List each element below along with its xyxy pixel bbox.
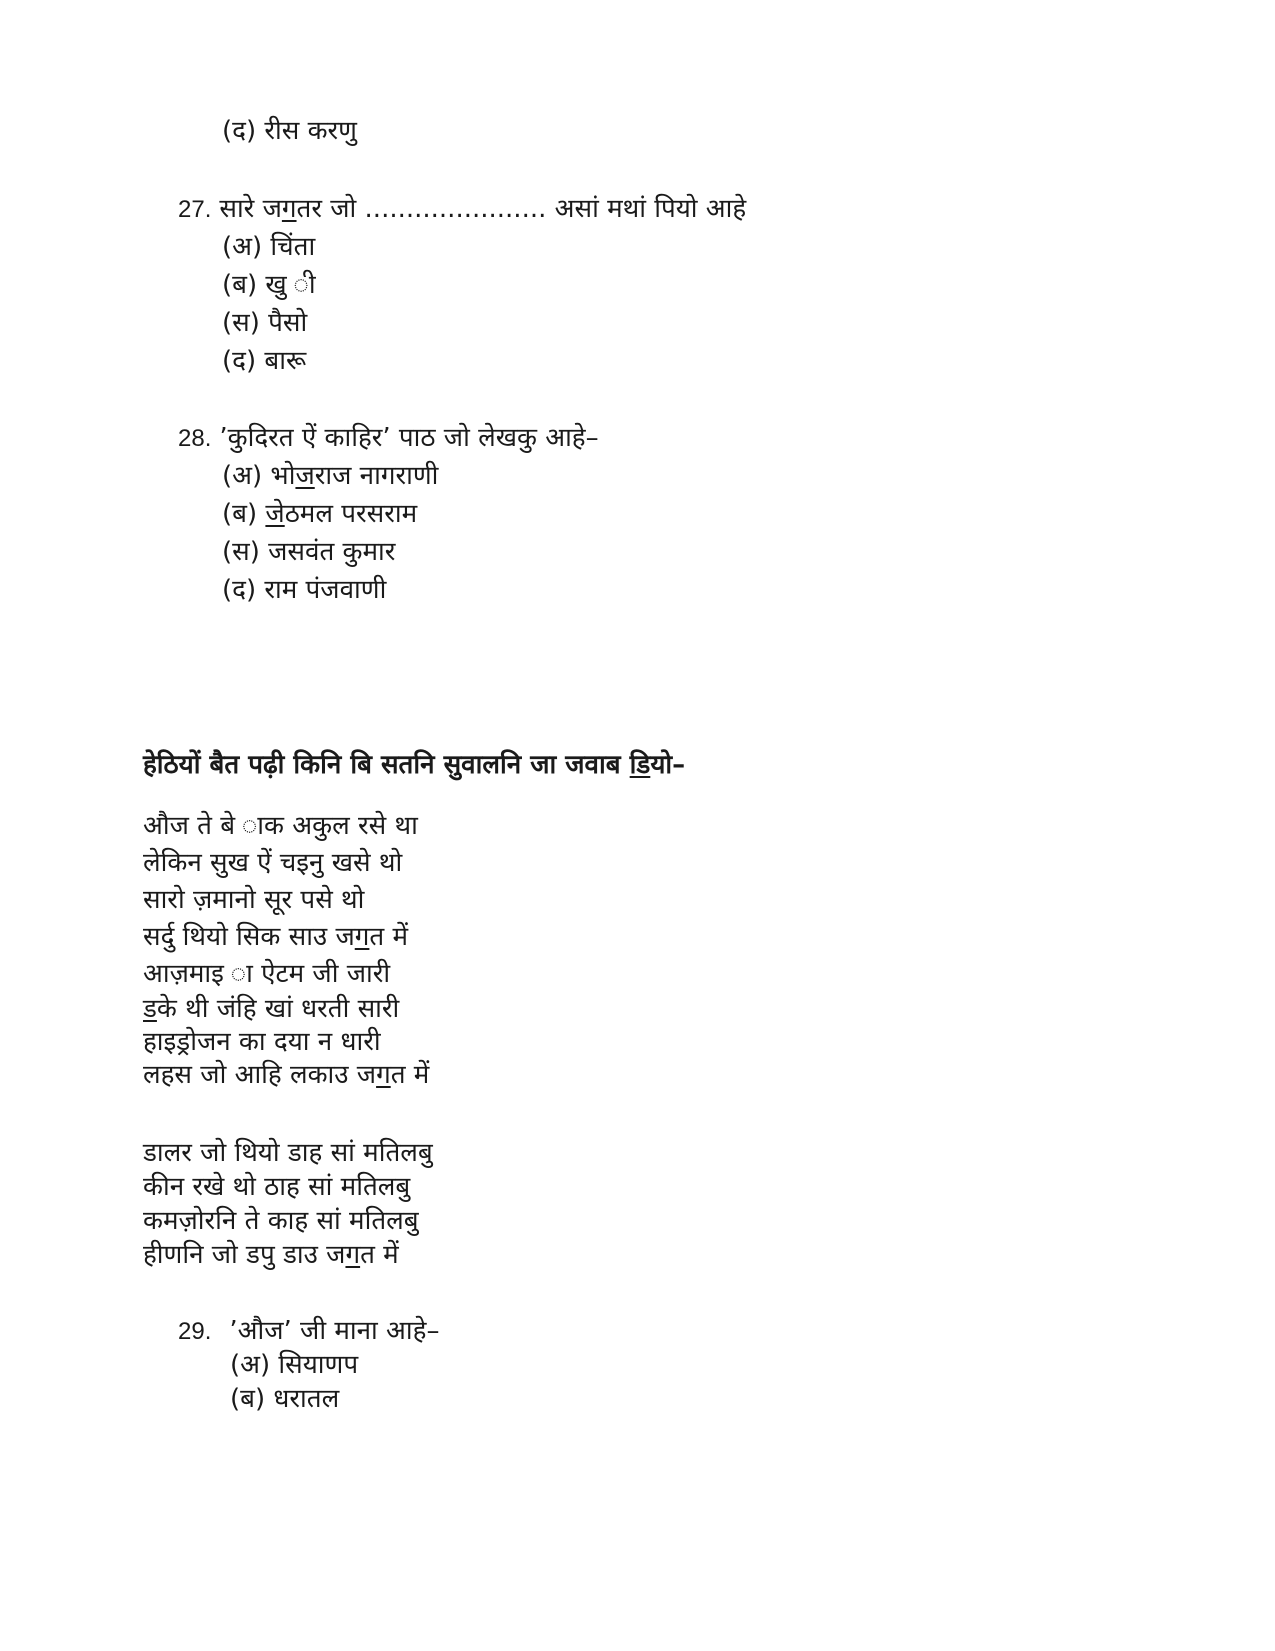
- option-c: (स) जसवंत कुमार: [222, 537, 396, 567]
- option-text: ठमल परसराम: [284, 499, 418, 529]
- option-text: (अ) भो: [222, 461, 296, 491]
- question-text: सारे ज: [219, 194, 282, 224]
- underlined-letter: ज: [295, 461, 315, 491]
- option-b: [222, 499, 417, 529]
- question-27: [178, 194, 746, 225]
- underlined-letter: जे: [265, 499, 285, 529]
- question-text: ’औज’ जी माना आहे–: [229, 1316, 440, 1346]
- poem-line: डालर जो थियो डाह सां मतिलबु: [143, 1138, 433, 1168]
- option-text: (ब): [222, 499, 266, 529]
- poem-text: त में: [369, 922, 409, 952]
- question-number: 29.: [178, 1318, 212, 1345]
- question-number: 28.: [178, 425, 212, 452]
- poem-line: [143, 1237, 399, 1274]
- underlined-letter: ग: [354, 922, 370, 952]
- option-text: राज नागराणी: [314, 461, 439, 491]
- section-instruction: [143, 750, 685, 780]
- underlined-letter: ड: [143, 994, 157, 1024]
- question-number: 27.: [178, 196, 212, 223]
- poem-line: हाइड्रोजन का दया न धारी: [143, 1027, 381, 1057]
- option-d: (द) रीस करणु: [222, 116, 357, 146]
- poem-line: कमज़ोरनि ते काह सां मतिलबु: [143, 1206, 419, 1236]
- poem-line: [143, 991, 399, 1028]
- poem-line: [143, 919, 408, 956]
- option-d: (द) राम पंजवाणी: [222, 575, 387, 605]
- instruction-text: यो–: [650, 750, 686, 780]
- poem-text: सर्दु थियो सिक साउ ज: [143, 922, 355, 952]
- option-b: (ब) धरातल: [230, 1384, 340, 1414]
- option-d: (द) बारू: [222, 346, 307, 376]
- option-b: (ब) खु ी: [222, 270, 316, 300]
- underlined-letter: ग: [345, 1240, 361, 1270]
- poem-text: के थी जंहि खां धरती सारी: [156, 994, 400, 1024]
- poem-line: सारो ज़मानो सूर पसे थो: [143, 885, 365, 915]
- question-text: ’कुदिरत ऐं काहिर’ पाठ जो लेखकु आहे–: [219, 423, 599, 453]
- instruction-text: हेठियों बैत पढ़ी किनि बि सतनि सुवालनि जा जवाब: [143, 750, 630, 780]
- poem-text: त में: [360, 1240, 399, 1270]
- option-a: [222, 461, 438, 491]
- poem-line: कीन रखे थो ठाह सां मतिलबु: [143, 1172, 411, 1202]
- poem-text: हीणनि जो डपु डाउ ज: [143, 1240, 346, 1270]
- underlined-letter: ग: [281, 194, 297, 224]
- option-a: (अ) चिंता: [222, 232, 316, 262]
- poem-text: त में: [390, 1060, 430, 1090]
- poem-line: लेकिन सुख ऐं चइनु खसे थो: [143, 848, 403, 878]
- underlined-letter: ग: [376, 1060, 391, 1090]
- poem-text: लहस जो आहि लकाउ ज: [143, 1060, 377, 1090]
- poem-line: आज़माइ ा ऐटम जी जारी: [143, 959, 391, 989]
- question-28: [178, 423, 599, 454]
- option-a: (अ) सियाणप: [230, 1350, 359, 1380]
- question-text: तर जो ...................... असां मथां पियो आहे: [296, 194, 747, 224]
- underlined-letter: डि: [629, 750, 651, 780]
- poem-line: [143, 1057, 429, 1094]
- question-29: [178, 1316, 439, 1347]
- option-c: (स) पैसो: [222, 308, 308, 338]
- poem-line: औज ते बे ाक अकुल रसे था: [143, 811, 418, 841]
